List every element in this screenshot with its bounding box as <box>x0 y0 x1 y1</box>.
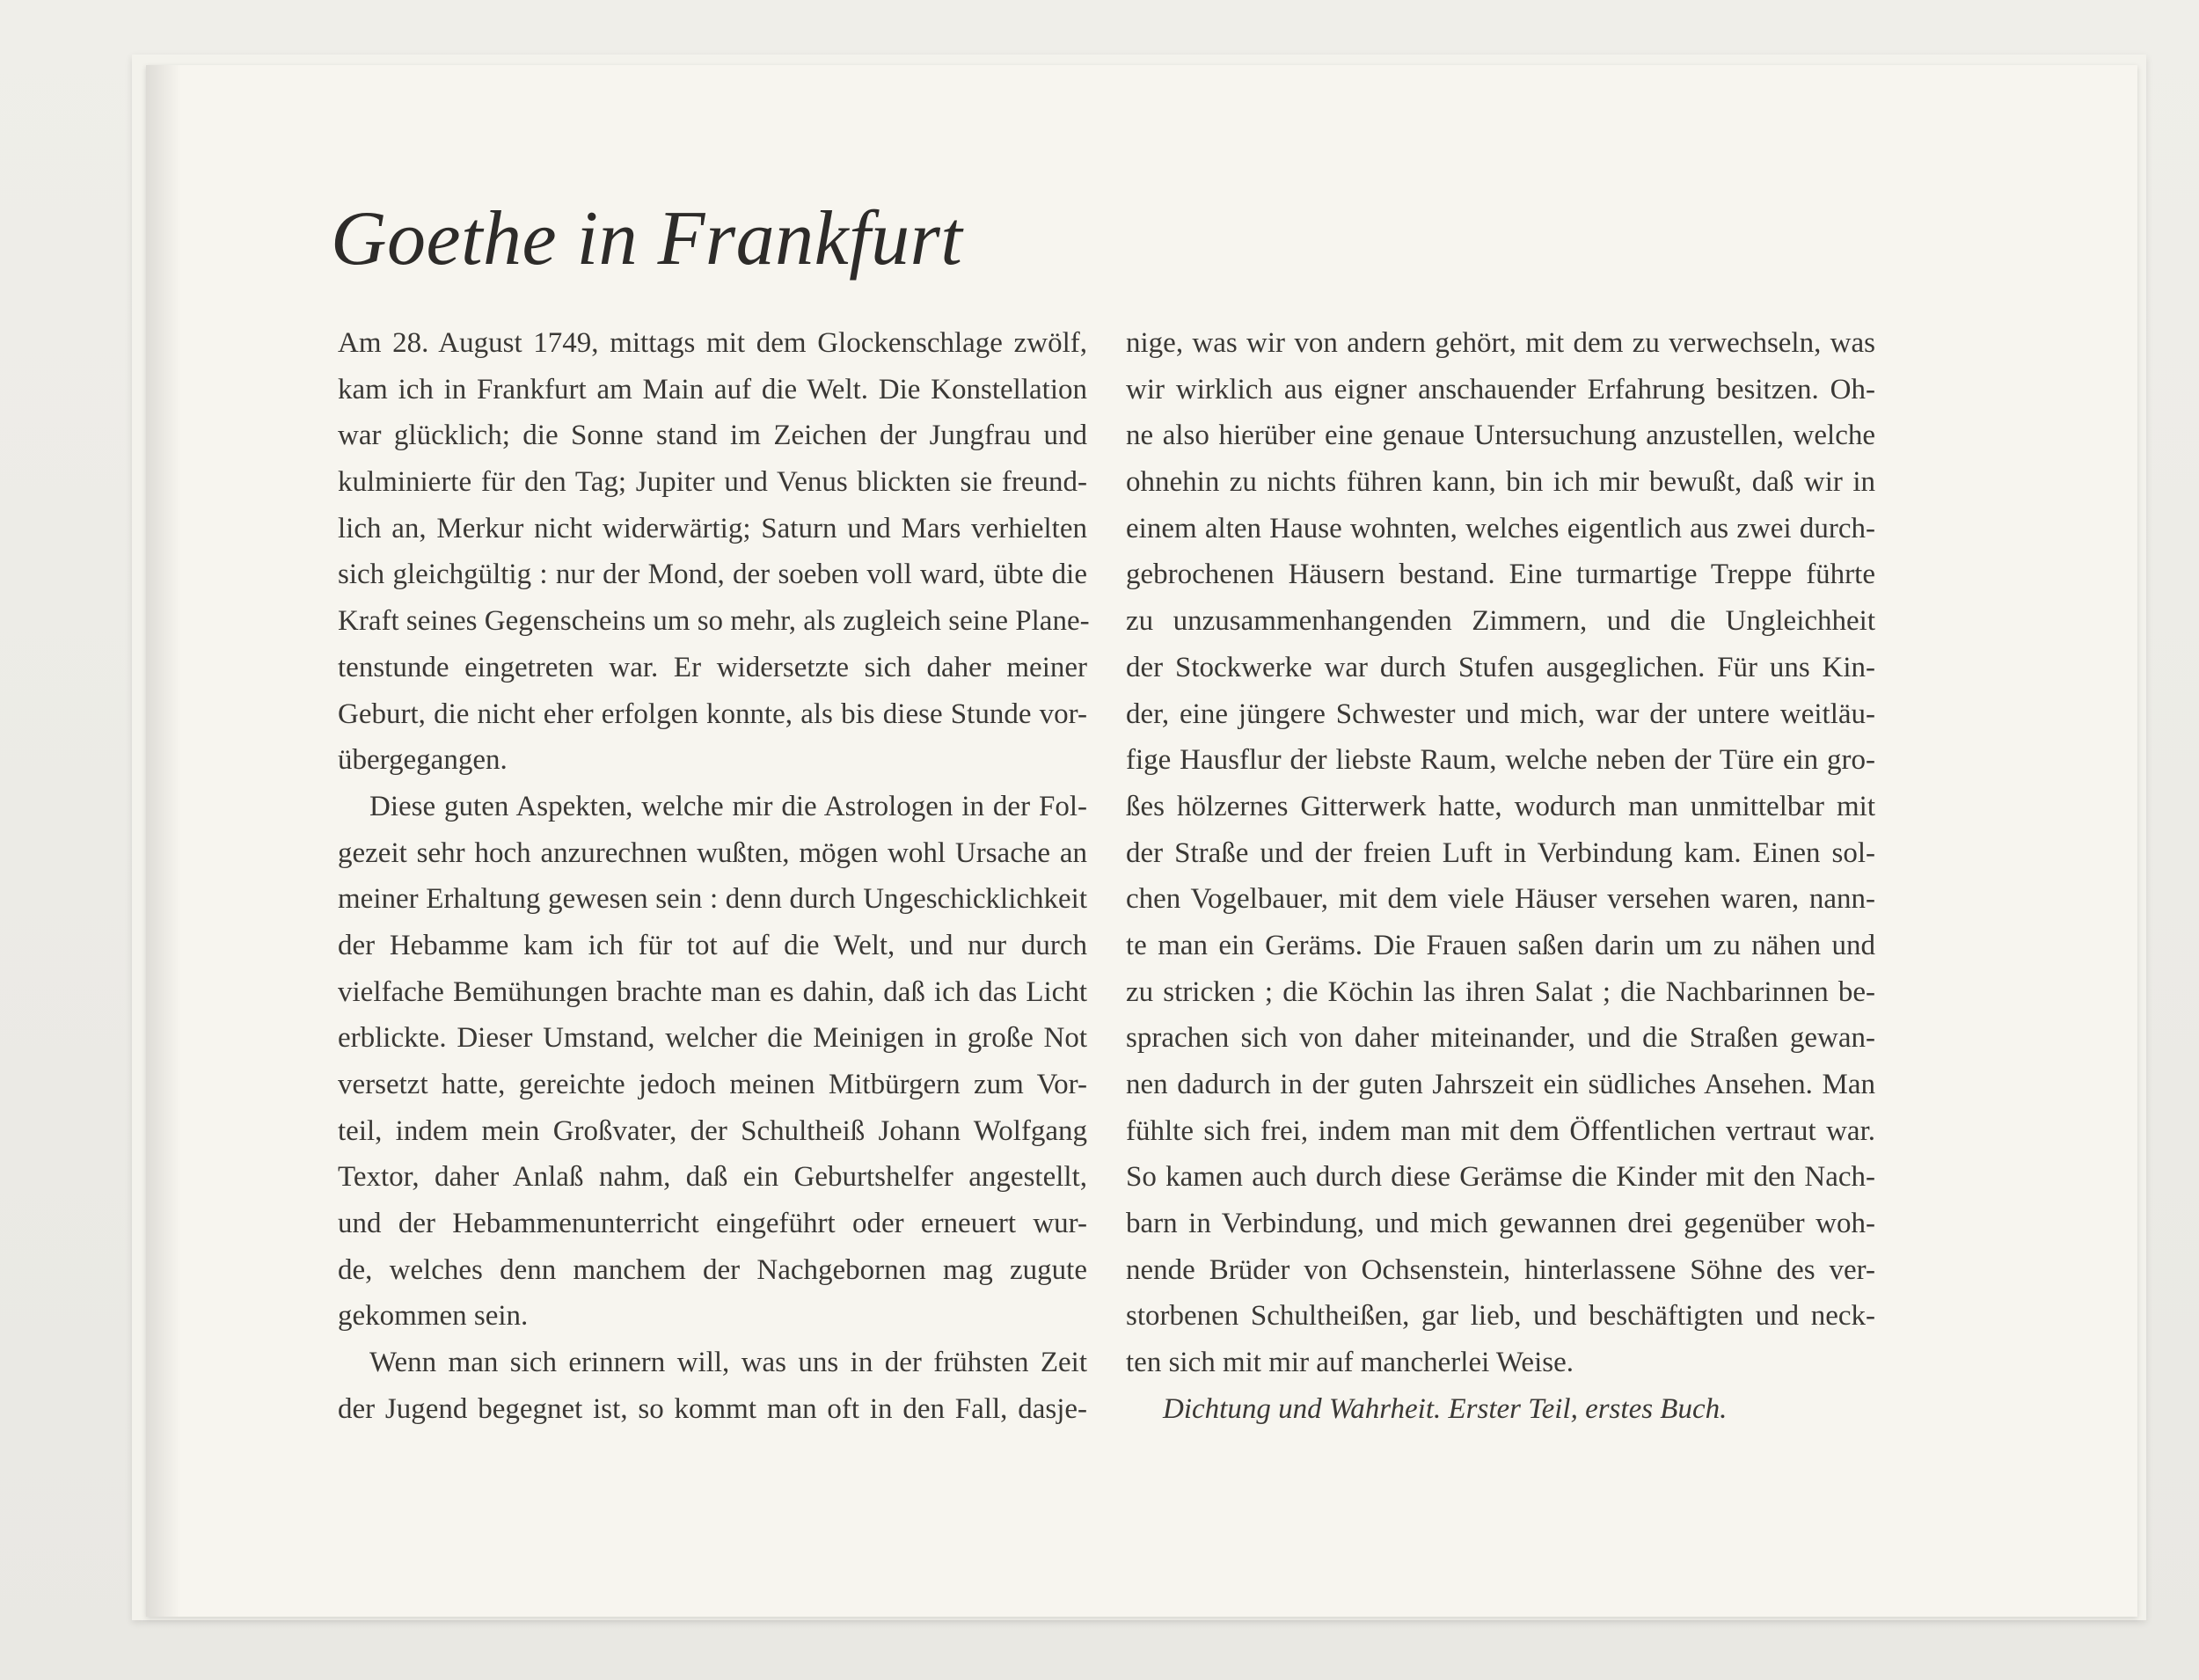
text-line: ten sich mit mir auf mancherlei Weise. <box>1126 1347 1574 1379</box>
text-line: erblickte. Dieser Umstand, welcher die Meinigen in große Not <box>338 1022 1087 1055</box>
source-citation: Dichtung und Wahrheit. Erster Teil, erstes Buch. <box>1163 1392 1728 1425</box>
text-line: fige Hausflur der liebste Raum, welche neben der Türe ein gro- <box>1126 744 1875 777</box>
text-line: te man ein Geräms. Die Frauen saßen darin um zu nähen und <box>1126 929 1875 961</box>
text-line: barn in Verbindung, und mich gewannen drei gegenüber woh- <box>1126 1208 1875 1240</box>
text-line: der Straße und der freien Luft in Verbindung kam. Einen sol- <box>1126 836 1875 869</box>
text-line: So kamen auch durch diese Gerämse die Kinder mit den Nach- <box>1126 1161 1875 1194</box>
text-line: Geburt, die nicht eher erfolgen konnte, als bis diese Stunde vor- <box>338 698 1087 730</box>
text-line: nende Brüder von Ochsenstein, hinterlassene Söhne des ver- <box>1126 1253 1875 1286</box>
text-line: ne also hierüber eine genaue Untersuchung anzustellen, welche <box>1126 420 1875 452</box>
text-line: und der Hebammenunterricht eingeführt oder erneuert wur- <box>338 1208 1087 1240</box>
text-line: zu stricken ; die Köchin las ihren Salat ; die Nachbarinnen be- <box>1126 975 1875 1008</box>
text-line: der, eine jüngere Schwester und mich, war der untere weitläu- <box>1126 698 1875 730</box>
text-line: war glücklich; die Sonne stand im Zeichen der Jungfrau und <box>338 420 1087 452</box>
text-line: versetzt hatte, gereichte jedoch meinen Mitbürgern zum Vor- <box>338 1069 1087 1100</box>
text-line: kulminierte für den Tag; Jupiter und Venus blickten sie freund- <box>338 466 1087 499</box>
text-line: sich gleichgültig : nur der Mond, der soeben voll ward, übte die <box>338 559 1087 591</box>
text-line: nen dadurch in der guten Jahrszeit ein südliches Ansehen. Man <box>1126 1069 1875 1100</box>
text-line: Am 28. August 1749, mittags mit dem Glockenschlage zwölf, <box>338 327 1087 359</box>
text-line: ßes hölzernes Gitterwerk hatte, wodurch man unmittelbar mit <box>1126 790 1875 822</box>
page-title: Goethe in Frankfurt <box>331 196 963 281</box>
text-line: Diese guten Aspekten, welche mir die Astrologen in der Fol- <box>369 790 1087 822</box>
text-line: gekommen sein. <box>338 1300 529 1333</box>
text-line: ohnehin zu nichts führen kann, bin ich mir bewußt, daß wir in <box>1126 466 1875 499</box>
text-line: storbenen Schultheißen, gar lieb, und beschäftigten und neck- <box>1126 1300 1875 1333</box>
text-line: Kraft seines Gegenscheins um so mehr, als zugleich seine Plane- <box>338 605 1090 638</box>
text-line: kam ich in Frankfurt am Main auf die Welt. Die Konstellation <box>338 373 1087 405</box>
text-line: teil, indem mein Großvater, der Schultheiß Johann Wolfgang <box>338 1114 1087 1147</box>
text-line: zu unzusammenhangenden Zimmern, und die Ungleichheit <box>1126 605 1875 638</box>
text-line: nige, was wir von andern gehört, mit dem zu verwechseln, was <box>1126 327 1875 359</box>
text-line: gezeit sehr hoch anzurechnen wußten, mögen wohl Ursache an <box>338 836 1087 869</box>
gutter-shadow <box>146 65 181 1617</box>
text-line: Textor, daher Anlaß nahm, daß ein Geburtshelfer angestellt, <box>338 1161 1087 1194</box>
text-column-right <box>1126 320 1875 1433</box>
text-line: lich an, Merkur nicht widerwärtig; Saturn und Mars verhielten <box>338 512 1087 544</box>
text-line: meiner Erhaltung gewesen sein : denn durch Ungeschicklichkeit <box>338 883 1087 916</box>
text-line: der Stockwerke war durch Stufen ausgeglichen. Für uns Kin- <box>1126 651 1875 683</box>
text-line: sprachen sich von daher miteinander, und die Straßen gewan- <box>1126 1022 1875 1055</box>
text-line: übergegangen. <box>338 744 508 777</box>
text-line: chen Vogelbauer, mit dem viele Häuser versehen waren, nann- <box>1126 883 1875 916</box>
text-line: de, welches denn manchem der Nachgebornen mag zugute <box>338 1253 1087 1286</box>
text-line: tenstunde eingetreten war. Er widersetzte sich daher meiner <box>338 651 1087 683</box>
text-line: Wenn man sich erinnern will, was uns in der frühsten Zeit <box>369 1347 1087 1379</box>
text-line: der Hebamme kam ich für tot auf die Welt, und nur durch <box>338 929 1087 961</box>
text-line: gebrochenen Häusern bestand. Eine turmartige Treppe führte <box>1126 559 1875 591</box>
text-line: wir wirklich aus eigner anschauender Erfahrung besitzen. Oh- <box>1126 373 1875 405</box>
text-line: fühlte sich frei, indem man mit dem Öffentlichen vertraut war. <box>1126 1114 1875 1147</box>
text-line: vielfache Bemühungen brachte man es dahin, daß ich das Licht <box>338 975 1087 1008</box>
text-line: der Jugend begegnet ist, so kommt man oft in den Fall, dasje- <box>338 1392 1087 1425</box>
text-column-left <box>338 320 1090 1433</box>
text-line: einem alten Hause wohnten, welches eigentlich aus zwei durch- <box>1126 512 1875 544</box>
